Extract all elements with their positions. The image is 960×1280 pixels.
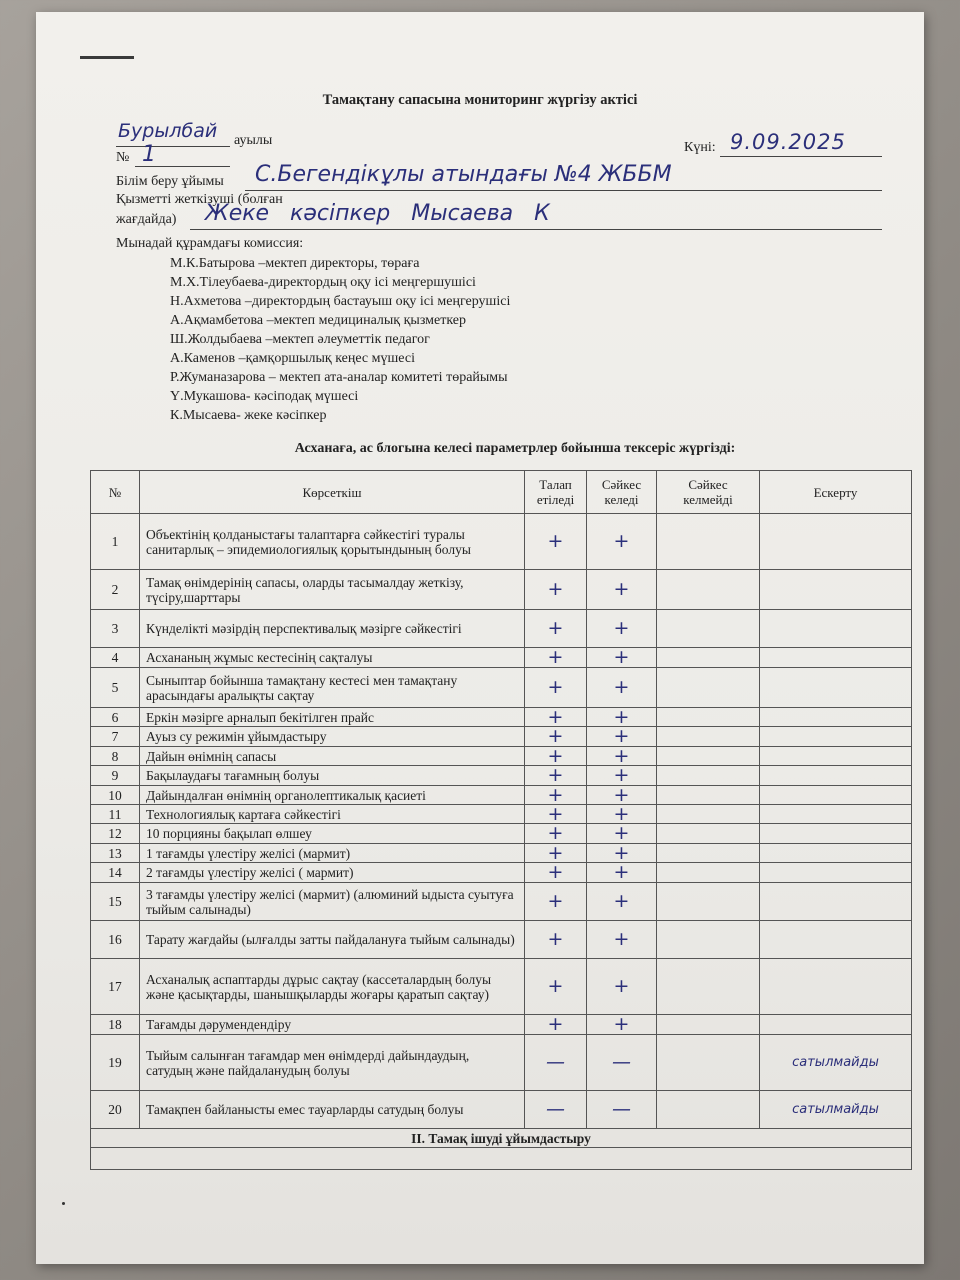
date-label: Күні: bbox=[684, 140, 716, 155]
compliant-mark: + bbox=[587, 1015, 657, 1035]
noncompliant-mark bbox=[657, 727, 760, 747]
noncompliant-mark bbox=[657, 766, 760, 786]
table-row bbox=[91, 766, 912, 786]
required-mark: + bbox=[525, 805, 587, 824]
row-indicator: Сыныптар бойынша тамақтану кестесі мен тамақтану арасындағы аралықты сақтау bbox=[140, 668, 525, 708]
required-mark: + bbox=[525, 648, 587, 668]
row-number: 4 bbox=[91, 648, 140, 668]
commission-member: Ү.Мукашова- кәсіподақ мүшесі bbox=[170, 389, 359, 404]
noncompliant-mark bbox=[657, 863, 760, 883]
compliant-mark: + bbox=[587, 844, 657, 863]
commission-member: К.Мысаева- жеке кәсіпкер bbox=[170, 408, 327, 423]
compliant-mark: + bbox=[587, 648, 657, 668]
table-row bbox=[91, 570, 912, 610]
required-mark: + bbox=[525, 786, 587, 805]
commission-member: Ш.Жолдыбаева –мектеп әлеуметтік педагог bbox=[170, 332, 430, 347]
org-underline bbox=[245, 190, 882, 191]
noncompliant-mark bbox=[657, 747, 760, 766]
row-note: сатылмайды bbox=[760, 1091, 912, 1129]
compliant-mark: — bbox=[587, 1091, 657, 1129]
row-indicator: Тыйым салынған тағамдар мен өнімдерді дайындаудың, сатудың және пайдаланудың болуы bbox=[140, 1035, 525, 1091]
row-number: 1 bbox=[91, 514, 140, 570]
compliant-mark: + bbox=[587, 883, 657, 921]
required-mark: + bbox=[525, 1015, 587, 1035]
table-row bbox=[91, 921, 912, 959]
empty-row bbox=[91, 1148, 912, 1170]
required-mark: + bbox=[525, 844, 587, 863]
commission-member: М.К.Батырова –мектеп директоры, төраға bbox=[170, 256, 420, 271]
row-note bbox=[760, 727, 912, 747]
compliant-mark: + bbox=[587, 786, 657, 805]
noncompliant-mark bbox=[657, 921, 760, 959]
table-row bbox=[91, 1015, 912, 1035]
section-row bbox=[91, 1129, 912, 1148]
row-number: 8 bbox=[91, 747, 140, 766]
row-note bbox=[760, 610, 912, 648]
noncompliant-mark bbox=[657, 514, 760, 570]
required-mark: + bbox=[525, 824, 587, 844]
table-row bbox=[91, 1148, 912, 1170]
row-indicator: Күнделікті мәзірдің перспективалық мәзірге сәйкестігі bbox=[140, 610, 525, 648]
table-row bbox=[91, 648, 912, 668]
required-mark: + bbox=[525, 747, 587, 766]
date-underline bbox=[720, 156, 882, 157]
table-row bbox=[91, 708, 912, 727]
required-mark: + bbox=[525, 668, 587, 708]
row-indicator: 2 тағамды үлестіру желісі ( мармит) bbox=[140, 863, 525, 883]
row-number: 13 bbox=[91, 844, 140, 863]
row-indicator: Бақылаудағы тағамның болуы bbox=[140, 766, 525, 786]
row-note bbox=[760, 824, 912, 844]
required-mark: + bbox=[525, 863, 587, 883]
provider-underline bbox=[190, 229, 882, 230]
table-header-row bbox=[91, 471, 912, 514]
noncompliant-mark bbox=[657, 648, 760, 668]
table-row bbox=[91, 786, 912, 805]
row-note bbox=[760, 708, 912, 727]
row-number: 5 bbox=[91, 668, 140, 708]
row-note bbox=[760, 514, 912, 570]
required-mark: + bbox=[525, 514, 587, 570]
row-note bbox=[760, 668, 912, 708]
row-indicator: Дайын өнімнің сапасы bbox=[140, 747, 525, 766]
row-indicator: Тамақ өнімдерінің сапасы, оларды тасымалдау жеткізу, түсіру,шарттары bbox=[140, 570, 525, 610]
row-number: 2 bbox=[91, 570, 140, 610]
compliant-mark: + bbox=[587, 708, 657, 727]
noncompliant-mark bbox=[657, 805, 760, 824]
required-mark: + bbox=[525, 883, 587, 921]
compliant-mark: + bbox=[587, 514, 657, 570]
required-mark: + bbox=[525, 610, 587, 648]
noncompliant-mark bbox=[657, 1091, 760, 1129]
row-note bbox=[760, 959, 912, 1015]
noncompliant-mark bbox=[657, 883, 760, 921]
number-label: № bbox=[116, 150, 130, 165]
noncompliant-mark bbox=[657, 824, 760, 844]
village-underline bbox=[116, 146, 230, 147]
row-number: 12 bbox=[91, 824, 140, 844]
table-row bbox=[91, 844, 912, 863]
compliant-mark: + bbox=[587, 863, 657, 883]
commission-member: А.Каменов –қамқоршылық кеңес мүшесі bbox=[170, 351, 415, 366]
row-note bbox=[760, 766, 912, 786]
table-row bbox=[91, 824, 912, 844]
row-note bbox=[760, 786, 912, 805]
noncompliant-mark bbox=[657, 668, 760, 708]
document-title: Тамақтану сапасына мониторинг жүргізу актісі bbox=[322, 92, 638, 108]
table-row bbox=[91, 747, 912, 766]
commission-member: Р.Жуманазарова – мектеп ата-аналар комитеті төрайымы bbox=[170, 370, 508, 385]
row-indicator: Еркін мәзірге арналып бекітілген прайс bbox=[140, 708, 525, 727]
noncompliant-mark bbox=[657, 844, 760, 863]
row-number: 9 bbox=[91, 766, 140, 786]
row-note bbox=[760, 883, 912, 921]
required-mark: + bbox=[525, 570, 587, 610]
table-row bbox=[91, 863, 912, 883]
compliant-mark: + bbox=[587, 570, 657, 610]
row-note bbox=[760, 805, 912, 824]
row-number: 16 bbox=[91, 921, 140, 959]
row-indicator: Ауыз су режимін ұйымдастыру bbox=[140, 727, 525, 747]
row-indicator: Объектінің қолданыстағы талаптарға сәйкестігі туралы санитарлық – эпидемиологиялық қорытындының болуы bbox=[140, 514, 525, 570]
village-label: ауылы bbox=[234, 133, 273, 148]
table-row bbox=[91, 668, 912, 708]
compliant-mark: + bbox=[587, 921, 657, 959]
section-title: ІІ. Тамақ ішуді ұйымдастыру bbox=[91, 1129, 912, 1148]
row-indicator: Дайындалған өнімнің органолептикалық қасиеті bbox=[140, 786, 525, 805]
row-note bbox=[760, 1015, 912, 1035]
col-required-header: Талап етіледі bbox=[525, 471, 587, 514]
required-mark: + bbox=[525, 708, 587, 727]
table-row bbox=[91, 883, 912, 921]
compliant-mark: — bbox=[587, 1035, 657, 1091]
row-note bbox=[760, 863, 912, 883]
compliant-mark: + bbox=[587, 766, 657, 786]
commission-member: Н.Ахметова –директордың бастауыш оқу ісі меңгерушісі bbox=[170, 294, 511, 309]
required-mark: — bbox=[525, 1091, 587, 1129]
row-number: 19 bbox=[91, 1035, 140, 1091]
table-row bbox=[91, 959, 912, 1015]
row-number: 11 bbox=[91, 805, 140, 824]
provider-label-line2: жағдайда) bbox=[116, 212, 177, 227]
table-row bbox=[91, 1035, 912, 1091]
row-indicator: Технологиялық картаға сәйкестігі bbox=[140, 805, 525, 824]
compliant-mark: + bbox=[587, 610, 657, 648]
noncompliant-mark bbox=[657, 959, 760, 1015]
date-value: 9.09.2025 bbox=[730, 130, 846, 154]
compliant-mark: + bbox=[587, 959, 657, 1015]
row-indicator: Тамақпен байланысты емес тауарларды сатудың болуы bbox=[140, 1091, 525, 1129]
row-note: сатылмайды bbox=[760, 1035, 912, 1091]
row-note bbox=[760, 921, 912, 959]
noncompliant-mark bbox=[657, 1015, 760, 1035]
col-compliant-header: Сәйкес келеді bbox=[587, 471, 657, 514]
col-indicator-header: Көрсеткіш bbox=[140, 471, 525, 514]
required-mark: + bbox=[525, 766, 587, 786]
row-note bbox=[760, 844, 912, 863]
row-number: 7 bbox=[91, 727, 140, 747]
row-note bbox=[760, 570, 912, 610]
required-mark: + bbox=[525, 727, 587, 747]
col-num-header: № bbox=[91, 471, 140, 514]
compliant-mark: + bbox=[587, 824, 657, 844]
row-indicator: 1 тағамды үлестіру желісі (мармит) bbox=[140, 844, 525, 863]
commission-member: А.Ақмамбетова –мектеп медициналық қызметкер bbox=[170, 313, 467, 328]
row-number: 3 bbox=[91, 610, 140, 648]
col-note-header: Ескерту bbox=[760, 471, 912, 514]
row-indicator: Асханалық аспаптарды дұрыс сақтау (кассеталардың болуы және қасықтарды, шанышқыларды жоғары қаратып сақтау) bbox=[140, 959, 525, 1015]
table-row bbox=[91, 1091, 912, 1129]
table-row bbox=[91, 805, 912, 824]
noncompliant-mark bbox=[657, 570, 760, 610]
commission-label: Мынадай құрамдағы комиссия: bbox=[116, 236, 304, 251]
row-indicator: Тағамды дәрумендендіру bbox=[140, 1015, 525, 1035]
row-number: 10 bbox=[91, 786, 140, 805]
top-rule bbox=[80, 56, 134, 59]
number-value: 1 bbox=[142, 142, 156, 167]
compliant-mark: + bbox=[587, 805, 657, 824]
noncompliant-mark bbox=[657, 786, 760, 805]
compliant-mark: + bbox=[587, 747, 657, 766]
row-indicator: 3 тағамды үлестіру желісі (мармит) (алюминий ыдыста суытуға тыйым салынады) bbox=[140, 883, 525, 921]
table-row bbox=[91, 514, 912, 570]
required-mark: + bbox=[525, 921, 587, 959]
table-row bbox=[91, 610, 912, 648]
row-note bbox=[760, 648, 912, 668]
org-value: С.Бегендікұлы атындағы №4 ЖББМ bbox=[255, 162, 672, 187]
noncompliant-mark bbox=[657, 1035, 760, 1091]
inspection-subtitle: Асханаға, ас блогына келесі параметрлер бойынша тексеріс жүргізді: bbox=[294, 441, 736, 456]
provider-label-line1: Қызметті жеткізуші (болған bbox=[116, 192, 283, 207]
row-number: 15 bbox=[91, 883, 140, 921]
row-indicator: 10 порцияны бақылап өлшеу bbox=[140, 824, 525, 844]
noncompliant-mark bbox=[657, 708, 760, 727]
noncompliant-mark bbox=[657, 610, 760, 648]
row-number: 20 bbox=[91, 1091, 140, 1129]
compliant-mark: + bbox=[587, 727, 657, 747]
village-value: Бурылбай bbox=[118, 120, 218, 142]
row-number: 14 bbox=[91, 863, 140, 883]
row-number: 6 bbox=[91, 708, 140, 727]
row-number: 17 bbox=[91, 959, 140, 1015]
commission-member: М.Х.Тілеубаева-директордың оқу ісі меңгершушісі bbox=[170, 275, 476, 290]
page-dot bbox=[62, 1202, 65, 1205]
table-row bbox=[91, 727, 912, 747]
row-indicator: Тарату жағдайы (ылғалды затты пайдалануға тыйым салынады) bbox=[140, 921, 525, 959]
col-noncompliant-header: Сәйкес келмейді bbox=[657, 471, 760, 514]
row-note bbox=[760, 747, 912, 766]
row-indicator: Асхананың жұмыс кестесінің сақталуы bbox=[140, 648, 525, 668]
row-number: 18 bbox=[91, 1015, 140, 1035]
compliant-mark: + bbox=[587, 668, 657, 708]
provider-value: Жеке кәсіпкер Мысаева К bbox=[205, 201, 550, 226]
required-mark: + bbox=[525, 959, 587, 1015]
inspection-table bbox=[90, 470, 912, 1170]
required-mark: — bbox=[525, 1035, 587, 1091]
org-label: Білім беру ұйымы bbox=[116, 174, 224, 189]
